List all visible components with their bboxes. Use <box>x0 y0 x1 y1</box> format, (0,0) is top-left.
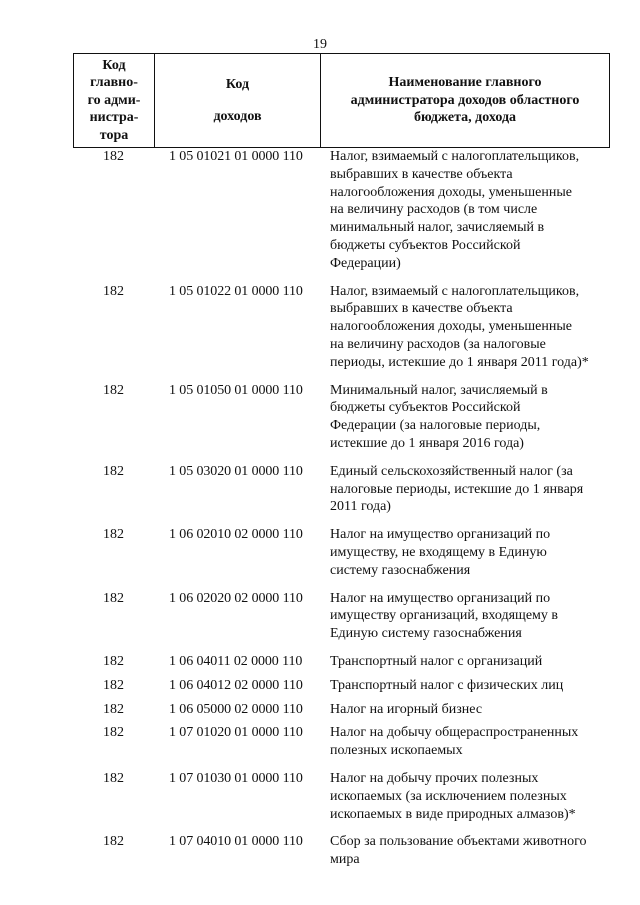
income-code-cell: 1 06 04012 02 0000 110 <box>169 677 303 693</box>
header-name <box>321 54 609 147</box>
income-name-line: истекшие до 1 января 2016 года) <box>330 435 524 451</box>
admin-code-cell: 182 <box>103 463 124 479</box>
header-admin-code-line: го адми- <box>87 92 141 108</box>
admin-code-cell: 182 <box>103 701 124 717</box>
income-name-line: бюджеты субъектов Российской <box>330 400 521 416</box>
table-row <box>73 677 610 695</box>
income-name-cell <box>330 463 598 516</box>
income-name-line: мира <box>330 852 360 868</box>
income-name-line: на величину расходов (в том числе <box>330 202 538 218</box>
header-name-line: бюджета, дохода <box>413 110 517 126</box>
income-name-line: Сбор за пользование объектами животного <box>330 834 587 850</box>
table-row <box>73 382 610 453</box>
income-name-line: 2011 года) <box>330 499 391 515</box>
income-name-line: минимальный налог, зачисляемый в <box>330 220 545 236</box>
header-income-code <box>155 54 321 147</box>
income-name-line: налоговые периоды, истекшие до 1 января <box>330 481 584 497</box>
income-name-line: Налог, взимаемый с налогоплательщиков, <box>330 149 580 164</box>
income-code-cell: 1 05 01022 01 0000 110 <box>169 283 303 299</box>
income-name-cell <box>330 526 598 579</box>
admin-code-cell: 182 <box>103 527 124 543</box>
income-code-cell: 1 05 03020 01 0000 110 <box>169 463 303 479</box>
income-code-cell: 1 05 01021 01 0000 110 <box>169 149 303 164</box>
table-row <box>73 590 610 643</box>
header-income-code-line: доходов <box>213 108 262 124</box>
income-name-line: ископаемых (за исключением полезных <box>330 788 567 804</box>
table-row <box>73 833 610 869</box>
income-name-cell <box>330 590 598 643</box>
income-code-cell: 1 06 02010 02 0000 110 <box>169 527 303 543</box>
income-name-line: имуществу организаций, входящему в <box>330 608 559 624</box>
income-name-cell <box>330 677 598 695</box>
admin-code-cell: 182 <box>103 283 124 299</box>
admin-code-cell: 182 <box>103 725 124 741</box>
income-name-line: полезных ископаемых <box>330 743 463 759</box>
header-admin-code-line: тора <box>99 127 129 143</box>
income-name-line: ископаемых в виде природных алмазов)* <box>330 806 576 822</box>
income-name-line: Минимальный налог, зачисляемый в <box>330 382 548 398</box>
table-row <box>73 463 610 516</box>
admin-code-cell: 182 <box>103 770 124 786</box>
income-name-line: Налог на игорный бизнес <box>330 701 483 717</box>
income-name-cell <box>330 653 598 671</box>
income-name-line: Единую систему газоснабжения <box>330 626 522 642</box>
admin-code-cell: 182 <box>103 590 124 606</box>
header-admin-code-line: Код <box>102 57 126 73</box>
table-header <box>73 53 610 148</box>
admin-code-cell: 182 <box>103 149 124 164</box>
income-code-cell: 1 06 04011 02 0000 110 <box>169 653 303 669</box>
table-row <box>73 283 610 372</box>
table-body <box>73 148 610 879</box>
income-name-cell <box>330 724 598 760</box>
table-row <box>73 701 610 719</box>
admin-code-cell: 182 <box>103 834 124 850</box>
income-name-line: Налог на добычу прочих полезных <box>330 770 539 786</box>
income-name-line: Транспортный налог с физических лиц <box>330 677 564 693</box>
income-name-cell <box>330 770 598 823</box>
header-admin-code <box>74 54 155 147</box>
income-name-line: выбравших в качестве объекта <box>330 166 513 182</box>
income-code-cell: 1 06 02020 02 0000 110 <box>169 590 303 606</box>
income-name-line: бюджеты субъектов Российской <box>330 237 521 253</box>
table-row <box>73 148 610 273</box>
income-code-cell: 1 07 04010 01 0000 110 <box>169 834 303 850</box>
income-name-cell <box>330 382 598 453</box>
income-name-cell <box>330 701 598 719</box>
header-admin-code-line: главно- <box>90 75 138 91</box>
income-name-line: Налог на добычу общераспространенных <box>330 725 579 741</box>
income-name-line: Налог, взимаемый с налогоплательщиков, <box>330 283 580 299</box>
income-name-line: Единый сельскохозяйственный налог (за <box>330 463 573 479</box>
income-code-cell: 1 06 05000 02 0000 110 <box>169 701 303 717</box>
admin-code-cell: 182 <box>103 653 124 669</box>
page-number: 19 <box>313 37 327 52</box>
income-name-line: выбравших в качестве объекта <box>330 301 513 317</box>
income-code-cell: 1 07 01030 01 0000 110 <box>169 770 303 786</box>
income-code-cell: 1 07 01020 01 0000 110 <box>169 725 303 741</box>
income-name-cell <box>330 283 598 372</box>
income-name-line: Налог на имущество организаций по <box>330 590 551 606</box>
income-name-line: Налог на имущество организаций по <box>330 527 551 543</box>
income-code-cell: 1 05 01050 01 0000 110 <box>169 382 303 398</box>
table-row <box>73 770 610 823</box>
income-name-cell <box>330 833 598 869</box>
income-name-line: Федерации (за налоговые периоды, <box>330 418 541 434</box>
header-name-line: администратора доходов областного <box>350 92 580 108</box>
income-name-line: Федерации) <box>330 255 401 271</box>
table-row <box>73 653 610 671</box>
income-name-line: систему газоснабжения <box>330 562 471 578</box>
header-income-code-line: Код <box>225 77 250 92</box>
admin-code-cell: 182 <box>103 677 124 693</box>
income-name-line: на величину расходов (за налоговые <box>330 336 546 352</box>
income-name-line: Транспортный налог с организаций <box>330 653 543 669</box>
income-name-line: периоды, истекшие до 1 января 2011 года)* <box>330 354 589 370</box>
admin-code-cell: 182 <box>103 382 124 398</box>
table-row <box>73 526 610 579</box>
income-name-line: налогообложения доходы, уменьшенные <box>330 184 572 200</box>
income-name-cell <box>330 148 598 273</box>
header-admin-code-line: нистра- <box>89 110 139 126</box>
header-name-line: Наименование главного <box>388 75 542 91</box>
income-name-line: налогообложения доходы, уменьшенные <box>330 319 572 335</box>
income-name-line: имуществу, не входящему в Единую <box>330 544 547 560</box>
table-row <box>73 724 610 760</box>
